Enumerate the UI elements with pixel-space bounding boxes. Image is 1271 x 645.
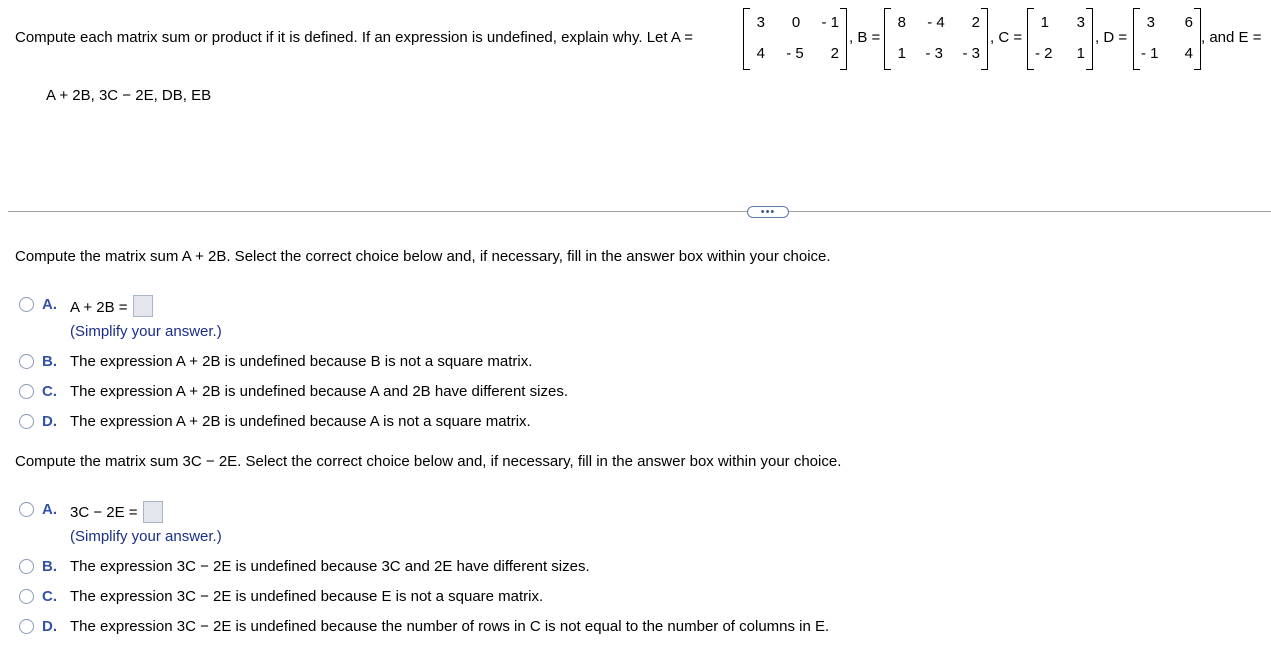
- left-bracket: [1027, 8, 1034, 70]
- answer-input[interactable]: [133, 295, 153, 317]
- radio-button[interactable]: [19, 619, 34, 634]
- show-more-button[interactable]: •••: [747, 206, 789, 218]
- matrix-row: [892, 45, 980, 63]
- problem-statement: Compute each matrix sum or product if it is defined. If an expression is undefined, explain why. Let A =: [15, 29, 694, 46]
- option-letter: B.: [42, 353, 57, 370]
- matrix-row: [892, 14, 980, 32]
- matrix-row: [1035, 14, 1085, 32]
- matrix-cell: - 5: [786, 45, 804, 62]
- option-text: A + 2B =: [70, 299, 128, 316]
- option-text: The expression 3C − 2E is undefined because the number of rows in C is not equal to the number of columns in E.: [70, 618, 830, 635]
- radio-button[interactable]: [19, 297, 34, 312]
- matrix-c: [1027, 8, 1093, 68]
- matrix-row: [751, 45, 839, 63]
- matrix-cell: - 3: [925, 45, 943, 62]
- left-bracket: [743, 8, 750, 70]
- radio-button[interactable]: [19, 384, 34, 399]
- matrix-b-label: , B =: [849, 29, 881, 46]
- option-text: The expression A + 2B is undefined because A and 2B have different sizes.: [70, 383, 568, 400]
- matrix-cell: 3: [1076, 14, 1085, 31]
- matrix-cell: 6: [1184, 14, 1193, 31]
- matrix-cell: - 2: [1035, 45, 1053, 62]
- option-letter: D.: [42, 618, 57, 635]
- radio-button[interactable]: [19, 502, 34, 517]
- option-letter: C.: [42, 588, 57, 605]
- matrix-cell: 2: [971, 14, 980, 31]
- expression-list: A + 2B, 3C − 2E, DB, EB: [46, 87, 212, 104]
- radio-button[interactable]: [19, 414, 34, 429]
- radio-button[interactable]: [19, 589, 34, 604]
- option-letter: A.: [42, 501, 57, 518]
- matrix-c-label: , C =: [990, 29, 1023, 46]
- left-bracket: [1133, 8, 1140, 70]
- matrix-cell: 4: [1184, 45, 1193, 62]
- matrix-cell: 0: [791, 14, 801, 31]
- option-letter: D.: [42, 413, 57, 430]
- option-text: 3C − 2E =: [70, 504, 138, 521]
- answer-hint: (Simplify your answer.): [70, 323, 222, 340]
- option-letter: A.: [42, 296, 57, 313]
- matrix-cell: 2: [830, 45, 839, 62]
- matrix-b: [884, 8, 988, 68]
- right-bracket: [1194, 8, 1201, 70]
- matrix-cell: 8: [897, 14, 906, 31]
- right-bracket: [981, 8, 988, 70]
- right-bracket: [1086, 8, 1093, 70]
- question-1-prompt: Compute the matrix sum A + 2B. Select the correct choice below and, if necessary, fill in the answer box within your choice.: [15, 248, 831, 265]
- option-text: The expression A + 2B is undefined because A is not a square matrix.: [70, 413, 531, 430]
- matrix-row: [1141, 45, 1193, 63]
- matrix-cell: 1: [1076, 45, 1085, 62]
- option-letter: B.: [42, 558, 57, 575]
- option-text: The expression 3C − 2E is undefined because E is not a square matrix.: [70, 588, 544, 605]
- option-text: The expression 3C − 2E is undefined because 3C and 2E have different sizes.: [70, 558, 590, 575]
- matrix-d-label: , D =: [1095, 29, 1128, 46]
- left-bracket: [884, 8, 891, 70]
- section-divider: [8, 211, 1271, 212]
- answer-hint: (Simplify your answer.): [70, 528, 222, 545]
- matrix-d: [1133, 8, 1201, 68]
- matrix-row: [751, 14, 839, 32]
- matrix-row: [1141, 14, 1193, 32]
- option-letter: C.: [42, 383, 57, 400]
- matrix-cell: 4: [756, 45, 765, 62]
- matrix-cell: 3: [1146, 14, 1155, 31]
- matrix-e-label: , and E =: [1201, 29, 1262, 46]
- right-bracket: [840, 8, 847, 70]
- option-text: The expression A + 2B is undefined because B is not a square matrix.: [70, 353, 533, 370]
- matrix-cell: - 4: [927, 14, 945, 31]
- radio-button[interactable]: [19, 559, 34, 574]
- matrix-cell: - 1: [1141, 45, 1159, 62]
- matrix-a: [743, 8, 847, 68]
- question-2-prompt: Compute the matrix sum 3C − 2E. Select the correct choice below and, if necessary, fill in the answer box within your choice.: [15, 453, 842, 470]
- matrix-cell: 1: [897, 45, 906, 62]
- matrix-cell: - 1: [821, 14, 839, 31]
- matrix-cell: 3: [756, 14, 765, 31]
- radio-button[interactable]: [19, 354, 34, 369]
- matrix-row: [1035, 45, 1085, 63]
- matrix-cell: 1: [1040, 14, 1049, 31]
- matrix-cell: - 3: [962, 45, 980, 62]
- answer-input[interactable]: [143, 501, 163, 523]
